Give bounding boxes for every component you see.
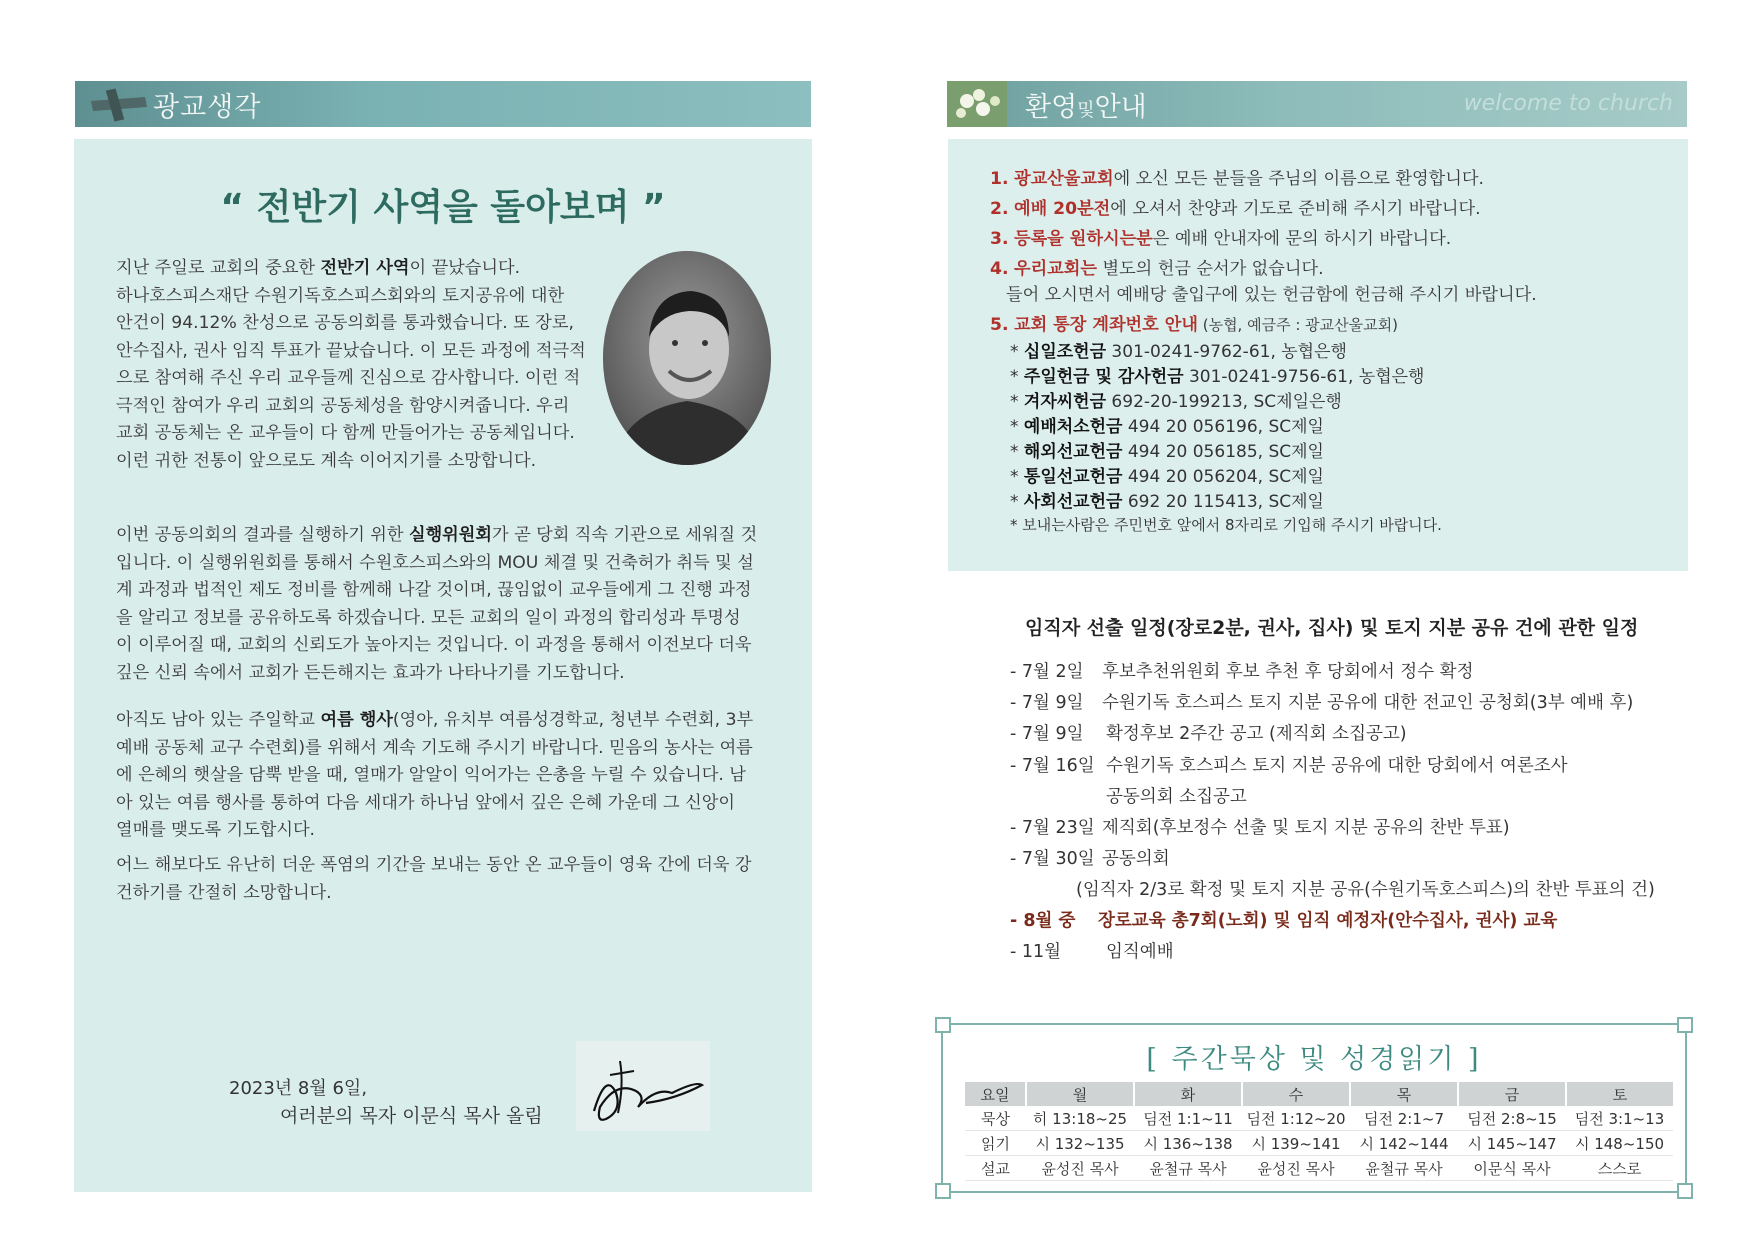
table-header: 화 (1134, 1082, 1242, 1106)
notice-panel (948, 139, 1688, 571)
notice-highlight: 광교산울교회 (1013, 169, 1114, 189)
table-cell: 딤전 2:1~7 (1350, 1106, 1458, 1131)
paragraph-3 (116, 707, 769, 845)
schedule-text: 확정후보 2주간 공고 (제직회 소집공고) (1106, 724, 1407, 744)
text-span: 이 끝났습니다. (409, 258, 521, 278)
paragraph-line: 열매를 맺도록 기도합시다. (116, 820, 316, 840)
text-span: (영아, 유치부 여름성경학교, 청년부 수련회, 3부 (392, 710, 754, 730)
table-cell: 윤성진 목사 (1026, 1156, 1134, 1181)
schedule-row (1010, 752, 1650, 776)
account-info: 692 20 115413, SC제일 (1122, 492, 1324, 512)
paragraph-line: 교회 공동체는 온 교우들이 다 함께 만들어가는 공동체입니다. (116, 423, 575, 443)
title-part: 환영 (1025, 92, 1078, 123)
paragraph-2 (116, 522, 769, 687)
title-part: 안내 (1094, 92, 1147, 123)
paragraph-line: 을 알리고 정보를 공유하도록 하겠습니다. 모든 교회의 일이 과정의 합리성과 투명성 (116, 607, 741, 628)
schedule-date: - 7월 2일 (1010, 662, 1084, 682)
table-cell: 묵상 (965, 1106, 1026, 1131)
table-cell: 이문식 목사 (1458, 1156, 1566, 1181)
flower-icon (947, 81, 1007, 127)
schedule-date: - 7월 30일 (1010, 849, 1095, 869)
paragraph-line: 안건이 94.12% 찬성으로 공동의회를 통과했습니다. 또 장로, (116, 313, 574, 333)
table-header: 토 (1566, 1082, 1673, 1106)
account-item: * 해외선교헌금 494 20 056185, SC제일 (1010, 442, 1324, 462)
text-span: 이번 공동의회의 결과를 실행하기 위한 (116, 525, 409, 545)
notice-highlight: 교회 통장 계좌번호 안내 (1013, 315, 1198, 335)
notice-text: (농협, 예금주 : 광교산울교회) (1197, 316, 1398, 334)
table-header-row (965, 1082, 1673, 1106)
account-name: 해외선교헌금 (1023, 442, 1123, 462)
paragraph-4 (116, 852, 769, 907)
paragraph-line (116, 707, 769, 735)
account-info: 494 20 056185, SC제일 (1122, 442, 1324, 462)
schedule-text: (임직자 2/3로 확정 및 토지 지분 공유(수원기독호스피스)의 찬반 투표의 건) (1076, 880, 1655, 900)
table-header: 월 (1026, 1082, 1134, 1106)
left-page-header (75, 81, 811, 127)
notice-item (990, 164, 1484, 189)
notice-highlight: 우리교회는 (1013, 259, 1097, 279)
account-item: * 통일선교헌금 494 20 056204, SC제일 (1010, 467, 1324, 487)
schedule-date: - 7월 23일 (1010, 818, 1095, 838)
schedule-row (1010, 783, 1650, 807)
bold-term: 전반기 사역 (320, 258, 410, 278)
schedule-row (1010, 876, 1655, 900)
notice-number: 4. (990, 259, 1009, 279)
table-row (965, 1131, 1673, 1156)
bold-term: 실행위원회 (408, 525, 492, 545)
account-info: 692-20-199213, SC제일은행 (1106, 392, 1342, 412)
table-cell: 윤성진 목사 (1242, 1156, 1350, 1181)
paragraph-line: 예배 공동체 교구 수련회)를 위해서 계속 기도해 주시기 바랍니다. 믿음의 농사는 여름 (116, 737, 753, 758)
schedule-row-highlight (1010, 907, 1650, 931)
schedule-date: - 11월 (1010, 942, 1062, 962)
notice-item (990, 310, 1398, 335)
table-row (965, 1106, 1673, 1131)
account-name: 십일조헌금 (1023, 342, 1107, 362)
account-item: * 겨자씨헌금 692-20-199213, SC제일은행 (1010, 392, 1342, 412)
corner-ornament (1677, 1183, 1693, 1199)
schedule-text: 공동의회 (1102, 849, 1170, 869)
schedule-date: - 7월 9일 (1010, 693, 1084, 713)
handwritten-signature (576, 1041, 710, 1131)
paragraph-line: 이 이루어질 때, 교회의 신뢰도가 높아지는 것입니다. 이 과정을 통해서 이전보다 더욱 (116, 635, 752, 655)
schedule-row (1010, 938, 1650, 962)
account-info: 494 20 056204, SC제일 (1122, 467, 1324, 487)
cross-icon (85, 87, 155, 123)
account-info: 494 20 056196, SC제일 (1122, 417, 1324, 437)
pastor-column-panel (74, 139, 812, 1192)
text-span: 아직도 남아 있는 주일학교 (116, 710, 321, 730)
schedule-text: 후보추천위원회 후보 추천 후 당회에서 정수 확정 (1102, 662, 1474, 682)
account-name: 사회선교헌금 (1023, 492, 1123, 512)
notice-highlight: 등록을 원하시는분 (1013, 229, 1153, 249)
schedule-text: 수원기독 호스피스 토지 지분 공유에 대한 당회에서 여론조사 (1106, 756, 1568, 776)
schedule-row (1010, 658, 1650, 682)
paragraph-line: 아 있는 여름 행사를 통하여 다음 세대가 하나님 앞에서 깊은 은혜 가운데 그 신앙이 (116, 792, 735, 813)
right-page-header (947, 81, 1687, 127)
paragraph-line: 으로 참여해 주신 우리 교우들께 진심으로 감사합니다. 이런 적 (116, 368, 581, 388)
welcome-text: welcome to church (1463, 91, 1673, 116)
signature-date: 2023년 8월 6일, (229, 1078, 368, 1099)
bible-reading-box (941, 1023, 1687, 1193)
table-cell: 시 136~138 (1134, 1131, 1242, 1156)
bible-reading-title: [ 주간묵상 및 성경읽기 ] (1146, 1044, 1482, 1075)
schedule-row (1010, 814, 1650, 838)
account-name: 주일헌금 및 감사헌금 (1023, 367, 1184, 387)
paragraph-line: 하나호스피스재단 수원기독호스피스회와의 토지공유에 대한 (116, 285, 565, 306)
notice-number: 5. (990, 315, 1009, 335)
paragraph-line: 극적인 참여가 우리 교회의 공동체성을 함양시켜줍니다. 우리 (116, 395, 570, 416)
schedule-date: - 8월 중 (1010, 911, 1076, 931)
title-part: 및 (1077, 100, 1095, 121)
table-cell: 시 132~135 (1026, 1131, 1134, 1156)
account-item: * 예배처소헌금 494 20 056196, SC제일 (1010, 417, 1324, 437)
notice-number: 3. (990, 229, 1009, 249)
notice-item (990, 254, 1324, 279)
table-cell: 히 13:18~25 (1026, 1106, 1134, 1131)
table-cell: 윤철규 목사 (1350, 1156, 1458, 1181)
paragraph-line: 에 은혜의 햇살을 담뿍 받을 때, 열매가 알알이 익어가는 은총을 누릴 수 있습니다. 남 (116, 765, 746, 785)
header-title (1025, 85, 1147, 124)
schedule-date: - 7월 16일 (1010, 756, 1095, 776)
bold-term: 여름 행사 (320, 710, 393, 730)
table-cell: 윤철규 목사 (1134, 1156, 1242, 1181)
paragraph-1 (116, 255, 769, 475)
column-headline: “ 전반기 사역을 돌아보며 ” (220, 187, 666, 228)
table-row (965, 1156, 1673, 1181)
notice-item (990, 194, 1481, 219)
account-name: 겨자씨헌금 (1023, 392, 1107, 412)
table-header: 목 (1350, 1082, 1458, 1106)
account-item: * 주일헌금 및 감사헌금 301-0241-9756-61, 농협은행 (1010, 367, 1425, 387)
account-info: 301-0241-9756-61, 농협은행 (1183, 367, 1425, 387)
account-item: * 십일조헌금 301-0241-9762-61, 농협은행 (1010, 342, 1347, 362)
notice-number: 1. (990, 169, 1009, 189)
account-info: 301-0241-9762-61, 농협은행 (1106, 342, 1347, 362)
notice-text: 은 예배 안내자에 문의 하시기 바랍니다. (1152, 229, 1452, 249)
corner-ornament (935, 1017, 951, 1033)
table-header: 요일 (965, 1082, 1026, 1106)
table-header: 금 (1458, 1082, 1566, 1106)
signature-line: 여러분의 목자 이문식 목사 올림 (280, 1105, 543, 1127)
schedule-row (1010, 845, 1650, 869)
table-cell: 시 139~141 (1242, 1131, 1350, 1156)
corner-ornament (935, 1183, 951, 1199)
schedule-title: 임직자 선출 일정(장로2분, 권사, 집사) 및 토지 지분 공유 건에 관한 일정 (1025, 617, 1639, 639)
schedule-text: 수원기독 호스피스 토지 지분 공유에 대한 전교인 공청회(3부 예배 후) (1102, 693, 1634, 713)
paragraph-line: 계 과정과 법적인 제도 정비를 함께해 나갈 것이며, 끊임없이 교우들에게 그 진행 과정 (116, 580, 752, 600)
corner-ornament (1677, 1017, 1693, 1033)
schedule-text: 공동의회 소집공고 (1106, 787, 1247, 807)
schedule-row (1010, 689, 1650, 713)
schedule-row (1010, 720, 1650, 744)
table-cell: 시 148~150 (1566, 1131, 1673, 1156)
notice-text: 에 오신 모든 분들을 주님의 이름으로 환영합니다. (1113, 169, 1484, 189)
schedule-text: 제직회(후보정수 선출 및 토지 지분 공유의 찬반 투표) (1102, 818, 1510, 838)
notice-highlight: 예배 20분전 (1013, 199, 1111, 219)
text-span: 지난 주일로 교회의 중요한 (116, 258, 321, 278)
table-cell: 시 142~144 (1350, 1131, 1458, 1156)
bible-reading-table (965, 1082, 1673, 1181)
account-note: * 보내는사람은 주민번호 앞에서 8자리로 기입해 주시기 바랍니다. (1010, 516, 1442, 534)
schedule-date: - 7월 9일 (1010, 724, 1084, 744)
text-span: 가 곧 당회 직속 기관으로 세워질 것 (492, 525, 758, 545)
paragraph-line: 어느 해보다도 유난히 더운 폭염의 기간을 보내는 동안 온 교우들이 영육 간에 더욱 강 (116, 855, 752, 875)
paragraph-line (116, 522, 769, 550)
account-name: 통일선교헌금 (1023, 467, 1123, 487)
table-cell: 딤전 1:12~20 (1242, 1106, 1350, 1131)
notice-text: 에 오셔서 찬양과 기도로 준비해 주시기 바랍니다. (1110, 199, 1481, 219)
paragraph-line: 이런 귀한 전통이 앞으로도 계속 이어지기를 소망합니다. (116, 450, 537, 471)
table-cell: 읽기 (965, 1131, 1026, 1156)
paragraph-line: 안수집사, 권사 임직 투표가 끝났습니다. 이 모든 과정에 적극적 (116, 340, 586, 361)
paragraph-line: 입니다. 이 실행위원회를 통해서 수원호스피스와의 MOU 체결 및 건축허가 취득 및 설 (116, 552, 754, 573)
notice-text: 별도의 헌금 순서가 없습니다. (1097, 259, 1324, 279)
table-header: 수 (1242, 1082, 1350, 1106)
table-cell: 딤전 1:1~11 (1134, 1106, 1242, 1131)
table-cell: 설교 (965, 1156, 1026, 1181)
table-cell: 스스로 (1566, 1156, 1673, 1181)
paragraph-line (116, 255, 769, 283)
notice-continuation: 들어 오시면서 예배당 출입구에 있는 헌금함에 헌금해 주시기 바랍니다. (1006, 285, 1537, 305)
account-item: * 사회선교헌금 692 20 115413, SC제일 (1010, 492, 1324, 512)
account-name: 예배처소헌금 (1023, 417, 1123, 437)
schedule-text: 임직예배 (1106, 942, 1174, 962)
signature-icon (576, 1041, 710, 1131)
table-cell: 딤전 3:1~13 (1566, 1106, 1673, 1131)
table-cell: 시 145~147 (1458, 1131, 1566, 1156)
table-cell: 딤전 2:8~15 (1458, 1106, 1566, 1131)
notice-number: 2. (990, 199, 1009, 219)
schedule-text: 장로교육 총7회(노회) 및 임직 예정자(안수집사, 권사) 교육 (1098, 911, 1558, 931)
notice-item (990, 224, 1451, 249)
paragraph-line: 건하기를 간절히 소망합니다. (116, 882, 332, 903)
header-title: 광교생각 (153, 92, 262, 123)
paragraph-line: 깊은 신뢰 속에서 교회가 든든해지는 효과가 나타나기를 기도합니다. (116, 662, 625, 683)
